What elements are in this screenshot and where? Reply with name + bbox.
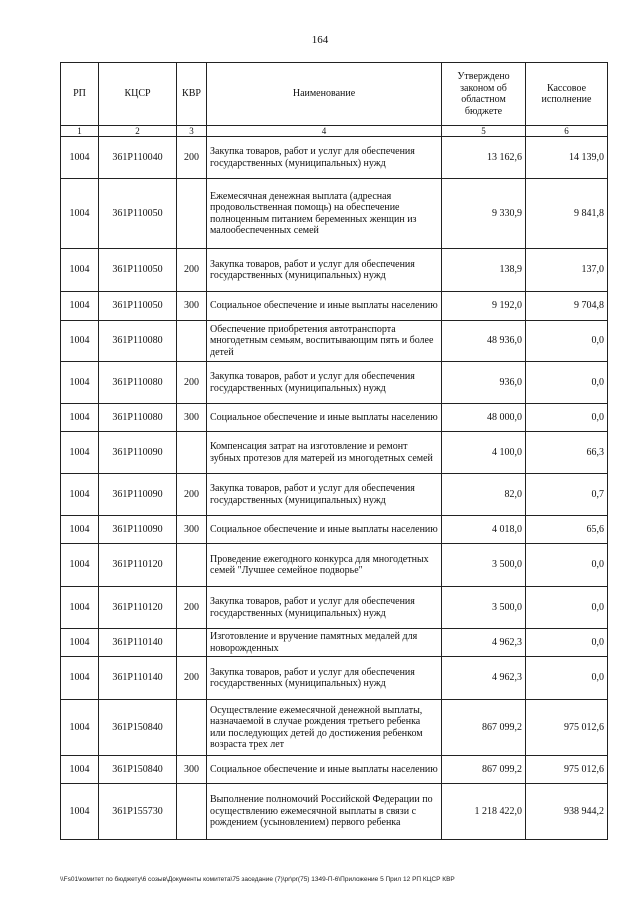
table-row [61, 321, 608, 362]
footer-file-path: \\Fs01\комитет по бюджету\6 созыв\Документы комитета\75 заседание (7)\pr\pr(75) 1349-П-6\Приложение 5 Прил 12 РП КЦСР КВР [60, 876, 455, 883]
cell-kcsr: 361P110040 [99, 137, 177, 179]
cell-cash: 9 841,8 [526, 179, 608, 249]
cell-name: Выполнение полномочий Российской Федерации по осуществлению ежемесячной выплаты в связи с рождением (усыновлением) первого ребенка [207, 784, 442, 840]
table-body [61, 137, 608, 840]
cell-kcsr: 361P110080 [99, 404, 177, 432]
column-number: 2 [99, 126, 177, 137]
cell-name: Социальное обеспечение и иные выплаты населению [207, 404, 442, 432]
cell-rp: 1004 [61, 784, 99, 840]
table-row [61, 756, 608, 784]
cell-approved: 867 099,2 [442, 700, 526, 756]
cell-cash: 66,3 [526, 432, 608, 474]
cell-kcsr: 361P110090 [99, 432, 177, 474]
header-kcsr: КЦСР [99, 63, 177, 126]
cell-kvr [177, 179, 207, 249]
cell-kcsr: 361P110090 [99, 516, 177, 544]
cell-kvr: 200 [177, 249, 207, 292]
column-number: 3 [177, 126, 207, 137]
cell-cash: 0,0 [526, 657, 608, 700]
cell-approved: 13 162,6 [442, 137, 526, 179]
cell-name: Социальное обеспечение и иные выплаты населению [207, 756, 442, 784]
cell-kcsr: 361P110050 [99, 292, 177, 321]
cell-approved: 9 192,0 [442, 292, 526, 321]
cell-kvr: 200 [177, 474, 207, 516]
cell-rp: 1004 [61, 249, 99, 292]
table-row [61, 784, 608, 840]
cell-rp: 1004 [61, 321, 99, 362]
cell-approved: 48 936,0 [442, 321, 526, 362]
cell-approved: 1 218 422,0 [442, 784, 526, 840]
cell-cash: 9 704,8 [526, 292, 608, 321]
page-number: 164 [311, 34, 329, 46]
table-row [61, 587, 608, 629]
cell-kcsr: 361P110080 [99, 362, 177, 404]
column-number: 1 [61, 126, 99, 137]
header-cash: Кассовое исполнение [526, 63, 608, 126]
cell-cash: 975 012,6 [526, 700, 608, 756]
table-row [61, 292, 608, 321]
cell-kvr: 200 [177, 587, 207, 629]
cell-kvr [177, 321, 207, 362]
cell-kcsr: 361P150840 [99, 756, 177, 784]
cell-rp: 1004 [61, 657, 99, 700]
header-kvr: КВР [177, 63, 207, 126]
table-row [61, 249, 608, 292]
cell-name: Закупка товаров, работ и услуг для обеспечения государственных (муниципальных) нужд [207, 474, 442, 516]
cell-approved: 3 500,0 [442, 544, 526, 587]
cell-kvr [177, 700, 207, 756]
cell-cash: 0,7 [526, 474, 608, 516]
cell-kvr: 300 [177, 404, 207, 432]
header-rp: РП [61, 63, 99, 126]
cell-rp: 1004 [61, 544, 99, 587]
table-row [61, 137, 608, 179]
cell-cash: 938 944,2 [526, 784, 608, 840]
cell-rp: 1004 [61, 404, 99, 432]
cell-name: Социальное обеспечение и иные выплаты населению [207, 516, 442, 544]
table-row [61, 629, 608, 657]
cell-name: Осуществление ежемесячной денежной выплаты, назначаемой в случае рождения третьего ребенка или последующих детей до достижения ребенком возраста трех лет [207, 700, 442, 756]
cell-approved: 48 000,0 [442, 404, 526, 432]
cell-name: Закупка товаров, работ и услуг для обеспечения государственных (муниципальных) нужд [207, 657, 442, 700]
cell-kcsr: 361P110050 [99, 249, 177, 292]
cell-name: Закупка товаров, работ и услуг для обеспечения государственных (муниципальных) нужд [207, 249, 442, 292]
cell-kcsr: 361P110140 [99, 657, 177, 700]
cell-cash: 137,0 [526, 249, 608, 292]
cell-rp: 1004 [61, 629, 99, 657]
cell-approved: 4 100,0 [442, 432, 526, 474]
column-number: 4 [207, 126, 442, 137]
cell-rp: 1004 [61, 516, 99, 544]
cell-cash: 0,0 [526, 362, 608, 404]
cell-kcsr: 361P110090 [99, 474, 177, 516]
cell-rp: 1004 [61, 137, 99, 179]
table-row [61, 179, 608, 249]
cell-name: Закупка товаров, работ и услуг для обеспечения государственных (муниципальных) нужд [207, 587, 442, 629]
cell-kvr [177, 432, 207, 474]
cell-kvr: 300 [177, 292, 207, 321]
table-row [61, 474, 608, 516]
cell-kvr [177, 544, 207, 587]
cell-kcsr: 361P110120 [99, 544, 177, 587]
cell-cash: 0,0 [526, 544, 608, 587]
cell-name: Закупка товаров, работ и услуг для обеспечения государственных (муниципальных) нужд [207, 362, 442, 404]
cell-approved: 4 018,0 [442, 516, 526, 544]
cell-rp: 1004 [61, 756, 99, 784]
table-row [61, 404, 608, 432]
cell-kcsr: 361P110120 [99, 587, 177, 629]
cell-cash: 0,0 [526, 321, 608, 362]
header-name: Наименование [207, 63, 442, 126]
table-row [61, 362, 608, 404]
cell-cash: 0,0 [526, 404, 608, 432]
cell-cash: 65,6 [526, 516, 608, 544]
cell-kvr [177, 784, 207, 840]
cell-name: Компенсация затрат на изготовление и ремонт зубных протезов для матерей из многодетных семей [207, 432, 442, 474]
cell-cash: 14 139,0 [526, 137, 608, 179]
cell-kcsr: 361P155730 [99, 784, 177, 840]
cell-approved: 4 962,3 [442, 657, 526, 700]
cell-kvr: 200 [177, 137, 207, 179]
cell-rp: 1004 [61, 292, 99, 321]
header-row [61, 63, 608, 126]
table-row [61, 516, 608, 544]
cell-approved: 138,9 [442, 249, 526, 292]
header-approved: Утверждено законом об областном бюджете [442, 63, 526, 126]
cell-kcsr: 361P110080 [99, 321, 177, 362]
cell-rp: 1004 [61, 432, 99, 474]
table-row [61, 544, 608, 587]
table-row [61, 700, 608, 756]
cell-approved: 3 500,0 [442, 587, 526, 629]
cell-cash: 0,0 [526, 587, 608, 629]
cell-kvr [177, 629, 207, 657]
cell-rp: 1004 [61, 587, 99, 629]
table-row [61, 432, 608, 474]
cell-name: Изготовление и вручение памятных медалей для новорожденных [207, 629, 442, 657]
column-number: 5 [442, 126, 526, 137]
column-number-row [61, 126, 608, 137]
cell-name: Ежемесячная денежная выплата (адресная продовольственная помощь) на обеспечение полноценным питанием беременных женщин из малообеспеченных семей [207, 179, 442, 249]
cell-approved: 9 330,9 [442, 179, 526, 249]
cell-cash: 0,0 [526, 629, 608, 657]
cell-name: Социальное обеспечение и иные выплаты населению [207, 292, 442, 321]
table-row [61, 657, 608, 700]
cell-name: Проведение ежегодного конкурса для многодетных семей "Лучшее семейное подворье" [207, 544, 442, 587]
cell-approved: 4 962,3 [442, 629, 526, 657]
cell-kvr: 200 [177, 657, 207, 700]
cell-approved: 936,0 [442, 362, 526, 404]
cell-kcsr: 361P150840 [99, 700, 177, 756]
cell-name: Закупка товаров, работ и услуг для обеспечения государственных (муниципальных) нужд [207, 137, 442, 179]
cell-rp: 1004 [61, 474, 99, 516]
cell-rp: 1004 [61, 179, 99, 249]
cell-approved: 82,0 [442, 474, 526, 516]
cell-kvr: 300 [177, 516, 207, 544]
budget-table [60, 62, 608, 840]
cell-approved: 867 099,2 [442, 756, 526, 784]
cell-name: Обеспечение приобретения автотранспорта многодетным семьям, воспитывающим пять и более детей [207, 321, 442, 362]
cell-rp: 1004 [61, 700, 99, 756]
cell-kcsr: 361P110050 [99, 179, 177, 249]
cell-kcsr: 361P110140 [99, 629, 177, 657]
cell-kvr: 200 [177, 362, 207, 404]
cell-cash: 975 012,6 [526, 756, 608, 784]
column-number: 6 [526, 126, 608, 137]
cell-rp: 1004 [61, 362, 99, 404]
cell-kvr: 300 [177, 756, 207, 784]
